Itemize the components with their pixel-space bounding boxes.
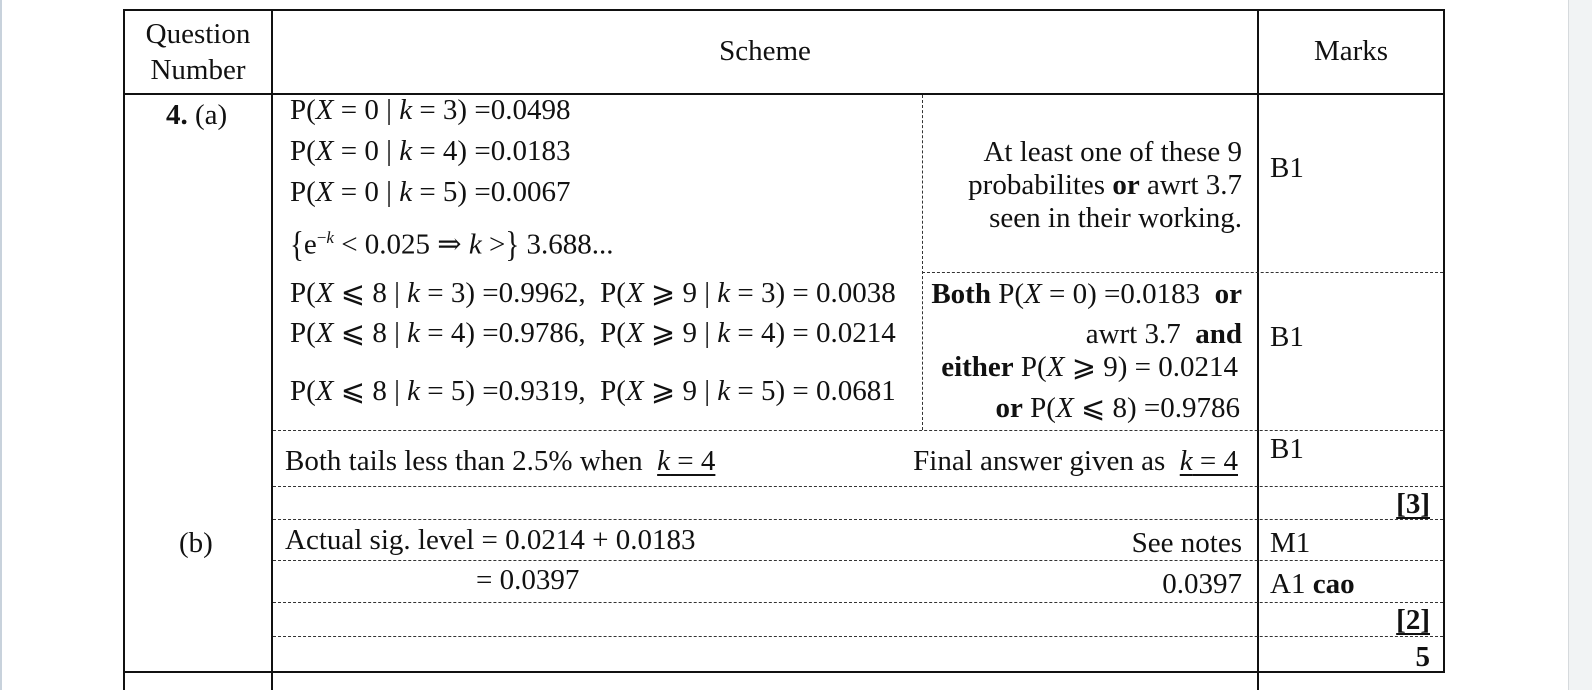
row-divider-b-total <box>273 636 1443 637</box>
part-a-label: (a) <box>195 99 228 131</box>
prob-x0-k3-value: 0.0498 <box>490 94 571 126</box>
header-scheme: Scheme <box>719 35 811 67</box>
mark-b1: M1 <box>1270 527 1311 559</box>
prob-x0-k4-value: 0.0183 <box>490 135 571 167</box>
table-border-right <box>1443 9 1445 671</box>
inequality-value: 3.688... <box>526 228 614 261</box>
mark-b2: A1 cao <box>1270 568 1355 600</box>
header-marks: Marks <box>1313 35 1389 67</box>
notes-divider <box>922 95 923 430</box>
cum-prob-k5: P(X ⩽ 8 | k = 5) =0.9319, P(X ⩾ 9 | k = 5) = 0.0681 <box>290 375 896 407</box>
note-a1-line2: probabilites or awrt 3.7 <box>968 169 1242 201</box>
mark-a3: B1 <box>1270 433 1304 465</box>
note-a2-line1: Both P(X = 0) =0.0183 or <box>931 278 1242 310</box>
page-edge-left <box>0 0 2 690</box>
note-b1: See notes <box>1131 527 1242 559</box>
row-divider-b2 <box>273 602 1443 603</box>
prob-x0-k5: P(X = 0 | k = 5) =0.0067 <box>290 176 571 208</box>
question-total: 5 <box>1415 641 1430 673</box>
row-divider-b1 <box>273 560 1443 561</box>
note-a3: Final answer given as k = 4 <box>913 445 1238 477</box>
prob-x0-k4: P(X = 0 | k = 4) =0.0183 <box>290 135 571 167</box>
row-divider-a1 <box>922 272 1443 273</box>
table-border-top <box>123 9 1445 11</box>
cum-prob-k4: P(X ⩽ 8 | k = 4) =0.9786, P(X ⩾ 9 | k = 4) = 0.0214 <box>290 317 896 349</box>
prob-x0-k5-value: 0.0067 <box>490 176 571 208</box>
table-bottom-border <box>123 671 1445 673</box>
header-question-number-line2: Number <box>150 54 246 86</box>
sig-level-line: Actual sig. level = 0.0214 + 0.0183 <box>285 524 696 556</box>
cum-prob-k3: P(X ⩽ 8 | k = 3) =0.9962, P(X ⩾ 9 | k = 3) = 0.0038 <box>290 277 896 309</box>
note-a1-line3: seen in their working. <box>989 202 1242 234</box>
sig-level-result: = 0.0397 <box>476 564 580 596</box>
row-divider-a2 <box>273 430 1443 431</box>
question-number: 4. <box>166 99 188 131</box>
part-b-total: [2] <box>1396 604 1430 636</box>
mark-a1: B1 <box>1270 152 1304 184</box>
scrollbar-track[interactable] <box>1568 0 1592 690</box>
note-b2: 0.0397 <box>1162 568 1242 600</box>
part-b-label: (b) <box>179 527 213 559</box>
table-border-left <box>123 9 125 690</box>
note-a1-line1: At least one of these 9 <box>983 136 1242 168</box>
row-divider-a3 <box>273 486 1443 487</box>
prob-x0-k3: P(X = 0 | k = 3) =0.0498 <box>290 94 571 126</box>
row-divider-a-total <box>273 519 1443 520</box>
column-divider-question <box>271 9 273 690</box>
part-a-total: [3] <box>1396 488 1430 520</box>
inequality-line: {$e^{-k} < 0.025$ ⇒ k >} 3.688... <box>290 224 614 265</box>
mark-a2: B1 <box>1270 321 1304 353</box>
question-label <box>166 101 227 130</box>
header-question-number-line1: Question <box>145 18 251 50</box>
note-a2-line2: awrt 3.7 and <box>1085 318 1242 350</box>
column-divider-marks <box>1257 9 1259 690</box>
note-a2-line4: or P(X ⩽ 8) =0.9786 <box>995 392 1240 424</box>
note-a2-line3: either P(X ⩾ 9) = 0.0214 <box>941 351 1238 383</box>
conclusion-a: Both tails less than 2.5% when k = 4 <box>285 445 716 477</box>
